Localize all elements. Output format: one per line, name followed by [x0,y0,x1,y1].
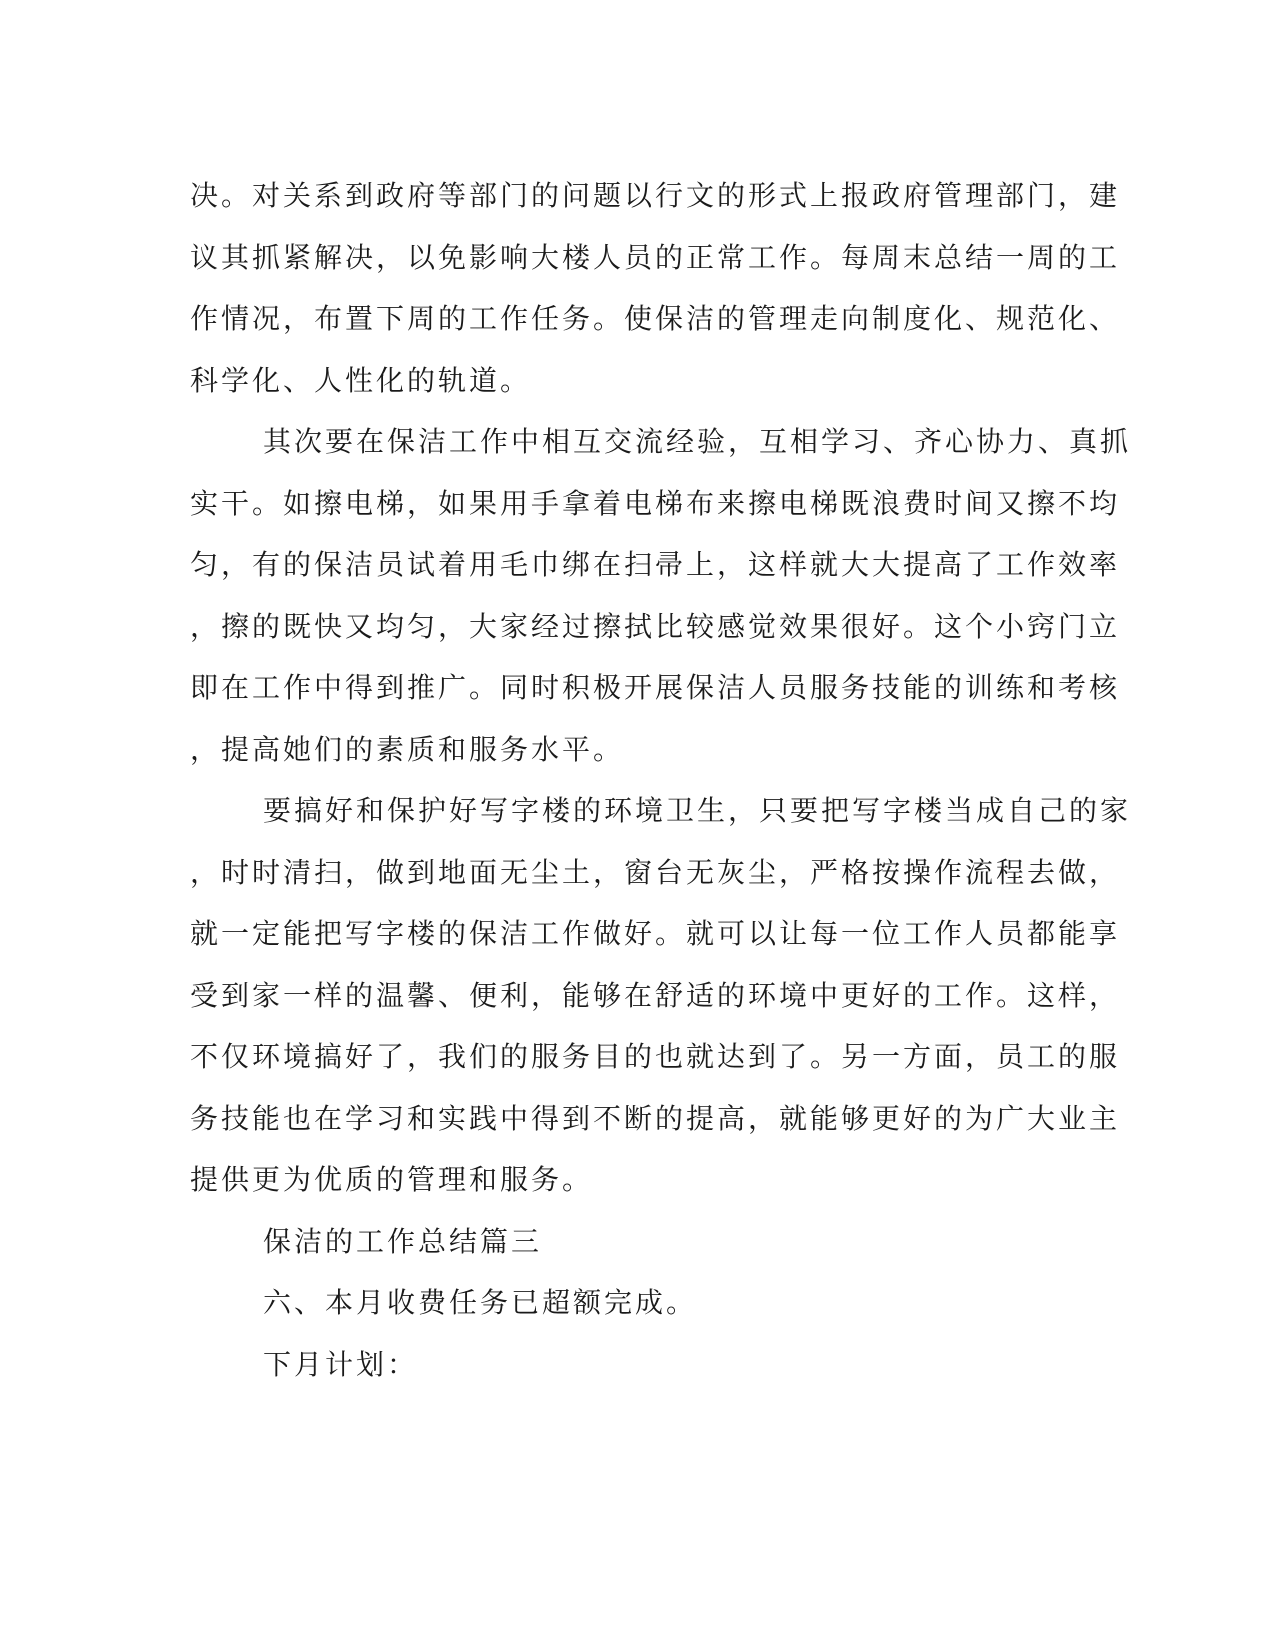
paragraph-2 [190,411,1132,780]
text-line: 六、本月收费任务已超额完成。 [263,1286,698,1319]
section-heading [190,1211,1070,1273]
text-line: 议其抓紧解决，以免影响大楼人员的正常工作。每周末总结一周的工 [190,240,1121,274]
text-line: 决。对关系到政府等部门的问题以行文的形式上报政府管理部门，建 [190,179,1121,212]
paragraph-next-month-plan [190,1334,1070,1396]
text-line: 即在工作中得到推广。同时积极开展保洁人员服务技能的训练和考核 [190,671,1121,704]
text-line: ，擦的既快又均匀，大家经过擦拭比较感觉效果很好。这个小窍门立 [190,609,1121,643]
text-line: 受到家一样的温馨、便利，能够在舒适的环境中更好的工作。这样， [190,978,1121,1012]
paragraph-1 [190,165,1121,411]
text-line: 务技能也在学习和实践中得到不断的提高，就能够更好的为广大业主 [190,1101,1121,1135]
text-line: 不仅环境搞好了，我们的服务目的也就达到了。另一方面，员工的服 [190,1040,1121,1073]
text-line: 科学化、人性化的轨道。 [190,363,532,397]
text-line: 要搞好和保护好写字楼的环境卫生，只要把写字楼当成自己的家 [263,794,1132,827]
heading-text: 保洁的工作总结篇三 [263,1224,543,1258]
text-line: 匀，有的保洁员试着用毛巾绑在扫帚上，这样就大大提高了工作效率 [190,548,1121,581]
text-line: 就一定能把写字楼的保洁工作做好。就可以让每一位工作人员都能享 [190,917,1121,950]
text-line: ，时时清扫，做到地面无尘土，窗台无灰尘，严格按操作流程去做， [190,855,1121,889]
text-line: 提供更为优质的管理和服务。 [190,1163,594,1196]
text-line: 实干。如擦电梯，如果用手拿着电梯布来擦电梯既浪费时间又擦不均 [190,486,1121,520]
text-line: 作情况，布置下周的工作任务。使保洁的管理走向制度化、规范化、 [190,302,1121,335]
text-line: 其次要在保洁工作中相互交流经验，互相学习、齐心协力、真抓 [263,425,1132,458]
text-line: 下月计划： [263,1347,419,1381]
paragraph-item-six [190,1272,1070,1334]
text-line: ，提高她们的素质和服务水平。 [190,732,625,766]
paragraph-3 [190,780,1132,1211]
document-body [190,165,1132,1395]
